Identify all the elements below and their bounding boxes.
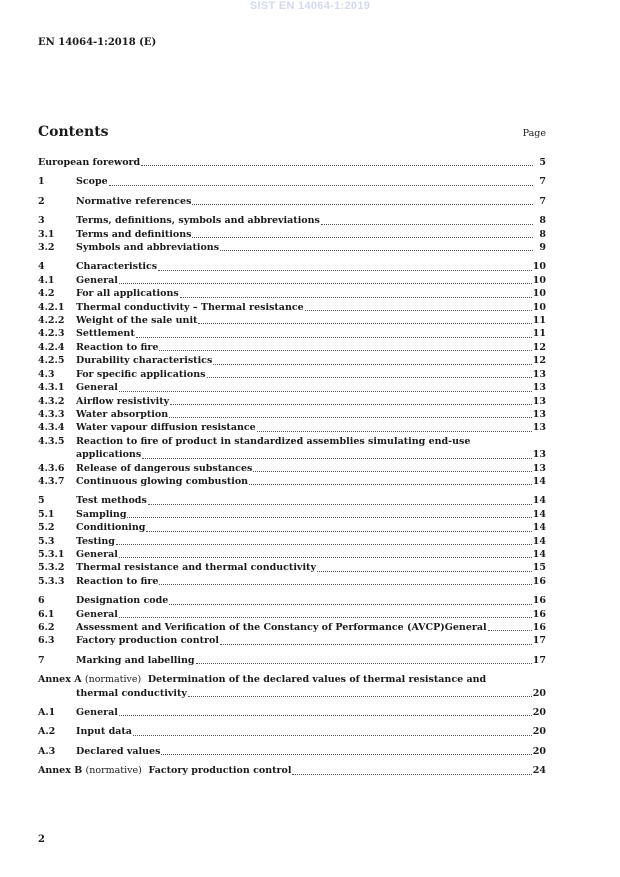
toc-entry[interactable]: 7 Marking and labelling 17 xyxy=(38,654,546,666)
toc-entry-continuation[interactable]: thermal conductivity 20 xyxy=(76,687,546,699)
toc-entry[interactable]: 1 Scope 7 xyxy=(38,176,546,188)
toc-entry[interactable]: 5 Test methods 14 xyxy=(38,495,546,507)
toc-entry[interactable]: 4.2.3 Settlement 11 xyxy=(38,328,546,340)
toc-entry[interactable]: 5.2 Conditioning 14 xyxy=(38,522,546,534)
table-of-contents xyxy=(38,156,546,778)
toc-annex-entry[interactable]: Annex B (normative) Factory production control 24 xyxy=(38,765,546,777)
toc-entry[interactable]: 5.3 Testing 14 xyxy=(38,535,546,547)
toc-entry[interactable]: 3 Terms, definitions, symbols and abbreviations 8 xyxy=(38,215,546,227)
toc-entry[interactable]: 4.2 For all applications 10 xyxy=(38,288,546,300)
toc-entry[interactable]: 6 Designation code 16 xyxy=(38,595,546,607)
toc-entry[interactable]: 5.3.1 General 14 xyxy=(38,548,546,560)
toc-entry[interactable]: 3.2 Symbols and abbreviations 9 xyxy=(38,242,546,254)
toc-entry[interactable]: 4.3.5 Reaction to fire of product in standardized assemblies simulating end-use xyxy=(38,435,471,447)
toc-entry-continuation[interactable]: applications 13 xyxy=(76,449,546,461)
toc-entry[interactable]: 4.3.7 Continuous glowing combustion 14 xyxy=(38,475,546,487)
contents-title: Contents xyxy=(38,124,109,140)
toc-entry[interactable]: A.3 Declared values 20 xyxy=(38,745,546,757)
toc-entry[interactable]: 4.3.1 General 13 xyxy=(38,382,546,394)
toc-entry[interactable]: 5.3.2 Thermal resistance and thermal conductivity 15 xyxy=(38,562,546,574)
toc-entry[interactable]: 4.2.4 Reaction to fire 12 xyxy=(38,341,546,353)
toc-entry[interactable]: 4.2.2 Weight of the sale unit 11 xyxy=(38,315,546,327)
toc-entry[interactable]: 4.3.3 Water absorption 13 xyxy=(38,408,546,420)
toc-entry[interactable]: 4.3.4 Water vapour diffusion resistance 13 xyxy=(38,422,546,434)
toc-entry[interactable]: 2 Normative references 7 xyxy=(38,195,546,207)
toc-entry[interactable]: 4.3.2 Airflow resistivity 13 xyxy=(38,395,546,407)
toc-entry[interactable]: 5.1 Sampling 14 xyxy=(38,508,546,520)
toc-entry[interactable]: 6.2 Assessment and Verification of the Constancy of Performance (AVCP)General 16 xyxy=(38,622,546,633)
toc-entry[interactable]: 6.1 General 16 xyxy=(38,608,546,620)
toc-entry[interactable]: 4.2.5 Durability characteristics 12 xyxy=(38,355,546,367)
page-column-label: Page xyxy=(522,128,546,139)
toc-entry[interactable]: 6.3 Factory production control 17 xyxy=(38,635,546,647)
toc-entry[interactable]: A.2 Input data 20 xyxy=(38,726,546,738)
toc-entry[interactable]: A.1 General 20 xyxy=(38,707,546,719)
toc-entry[interactable]: 4 Characteristics 10 xyxy=(38,261,546,273)
page-number: 2 xyxy=(38,834,45,845)
toc-entry[interactable]: European foreword 5 xyxy=(38,157,546,168)
watermark: SIST EN 14064-1:2019 xyxy=(249,0,371,12)
toc-entry[interactable]: 3.1 Terms and definitions 8 xyxy=(38,228,546,240)
toc-entry[interactable]: 4.3.6 Release of dangerous substances 13 xyxy=(38,462,546,474)
toc-entry[interactable]: 4.3 For specific applications 13 xyxy=(38,368,546,380)
toc-entry[interactable]: 4.1 General 10 xyxy=(38,274,546,286)
toc-entry[interactable]: 5.3.3 Reaction to fire 16 xyxy=(38,575,546,587)
toc-entry[interactable]: 4.2.1 Thermal conductivity – Thermal resistance 10 xyxy=(38,301,546,313)
standard-id: EN 14064-1:2018 (E) xyxy=(38,37,157,48)
toc-annex-entry[interactable]: Annex A (normative) Determination of the declared values of thermal resistance and xyxy=(38,674,487,686)
